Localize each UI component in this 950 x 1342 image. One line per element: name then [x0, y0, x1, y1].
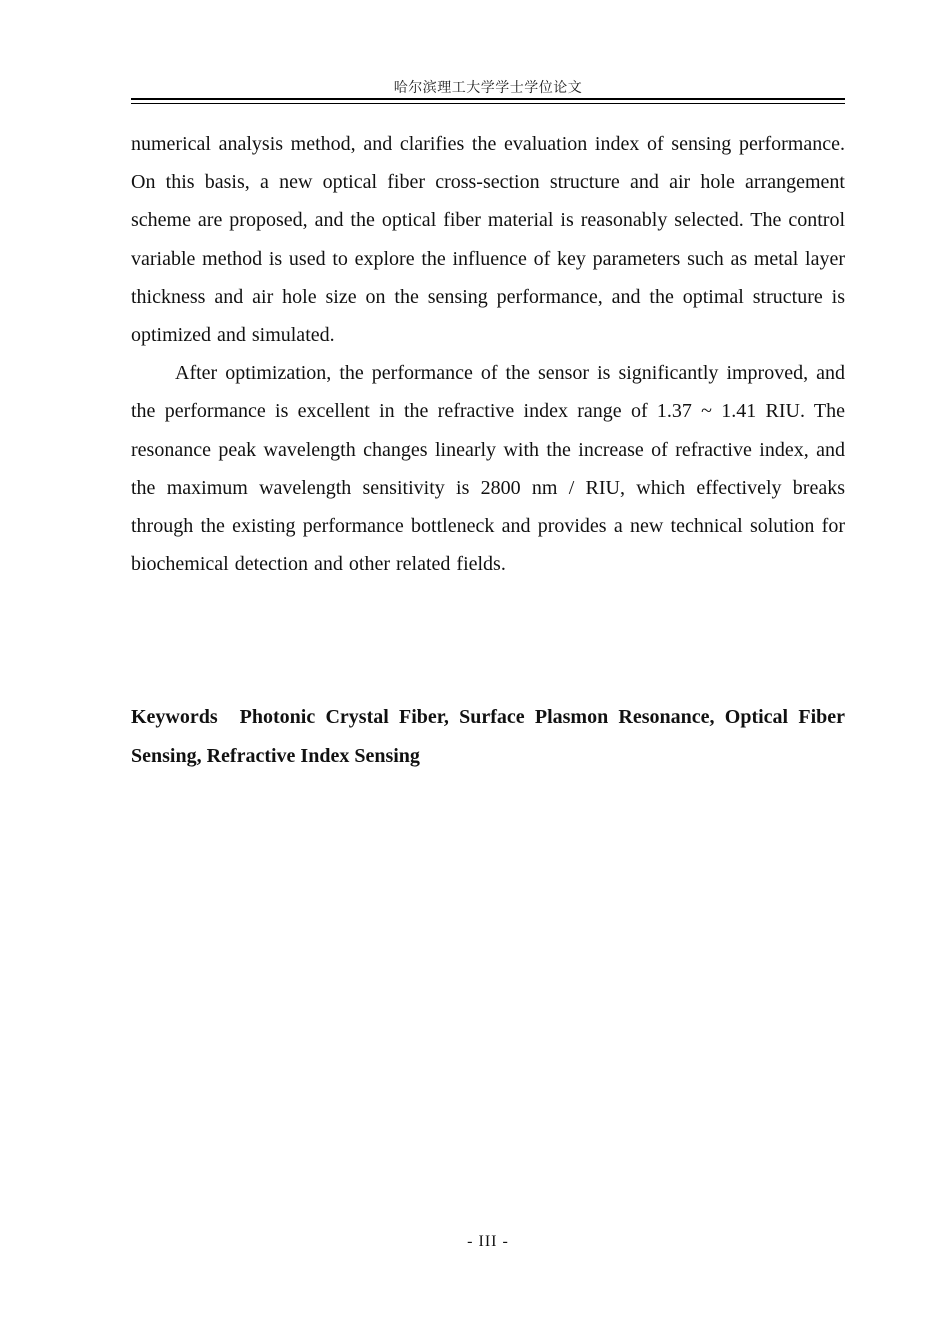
keywords-label: Keywords: [131, 706, 218, 728]
header-rule-thick: [131, 98, 845, 100]
page-number: - III -: [467, 1233, 509, 1250]
abstract-paragraph-1: numerical analysis method, and clarifies the evaluation index of sensing performance. On this basis, a new optical fiber cross-section structure and air hole arrangement scheme are proposed, and the optical fiber material is reasonably selected. The control variable method is used to explore the influence of key parameters such as metal layer thickness and air hole size on the sensing performance, and the optimal structure is optimized and simulated.: [131, 133, 845, 347]
header-rule-thin: [131, 103, 845, 104]
keywords-list: Photonic Crystal Fiber, Surface Plasmon Resonance, Optical Fiber Sensing, Refractive Index Sensing: [131, 706, 845, 767]
abstract-paragraph-2: After optimization, the performance of the sensor is significantly improved, and the performance is excellent in the refractive index range of 1.37 ~ 1.41 RIU. The resonance peak wavelength changes linearly with the increase of refractive index, and the maximum wavelength sensitivity is 2800 nm / RIU, which effectively breaks through the existing performance bottleneck and provides a new technical solution for biochemical detection and other related fields.: [131, 362, 845, 576]
keywords-section: [131, 698, 845, 775]
page-header: 哈尔滨理工大学学士学位论文: [393, 80, 583, 96]
abstract-body: [131, 125, 845, 583]
